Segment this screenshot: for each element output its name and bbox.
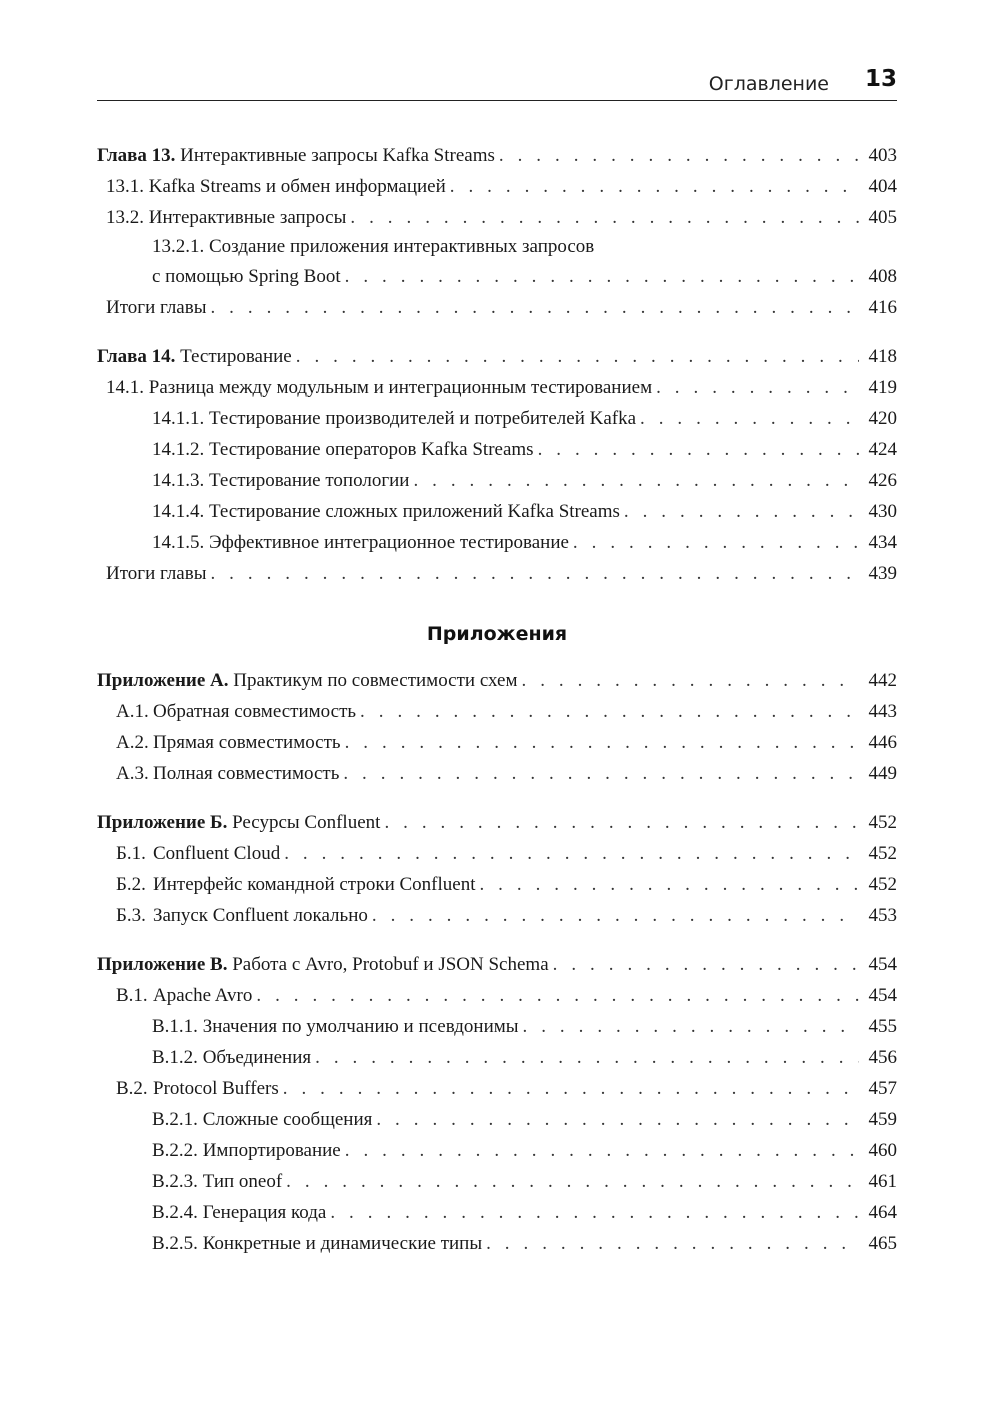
entry-number: 14.1.1. — [152, 408, 205, 429]
toc-entry-appendix-b[interactable] — [97, 807, 897, 838]
entry-page: 420 — [868, 408, 897, 429]
entry-title: Конкретные и динамические типы — [202, 1233, 483, 1254]
entry-title: Тестирование сложных приложений Kafka Streams — [209, 501, 620, 522]
entry-number: В.1.1. — [152, 1016, 198, 1037]
dot-leader — [479, 869, 859, 900]
toc-entry-c-2-3[interactable] — [97, 1166, 897, 1197]
entry-number: Б.1. — [116, 843, 146, 864]
toc-entry-c-2-4[interactable] — [97, 1197, 897, 1228]
entry-number: В.2.4. — [152, 1202, 198, 1223]
entry-title: Protocol Buffers — [153, 1078, 279, 1099]
entry-page: 452 — [868, 874, 897, 895]
entry-page: 461 — [868, 1171, 897, 1192]
entry-title: Тестирование производителей и потребителей Kafka — [209, 408, 637, 429]
entry-number: Приложение В. — [97, 954, 228, 975]
entry-page: 419 — [868, 377, 897, 398]
entry-page: 430 — [868, 501, 897, 522]
entry-page: 465 — [868, 1233, 897, 1254]
entry-number: В.2.3. — [152, 1171, 198, 1192]
toc-entry-c-2-2[interactable] — [97, 1135, 897, 1166]
entry-number: В.1. — [116, 985, 148, 1006]
dot-leader — [553, 949, 859, 980]
appendix-b-block — [97, 807, 897, 931]
dot-leader — [345, 727, 859, 758]
entry-page: 452 — [868, 812, 897, 833]
dot-leader — [330, 1197, 859, 1228]
dot-leader — [413, 465, 859, 496]
entry-number: 14.1.5. — [152, 532, 205, 553]
entry-page: 459 — [868, 1109, 897, 1130]
entry-page: 434 — [868, 532, 897, 553]
entry-title: Сложные сообщения — [202, 1109, 373, 1130]
entry-title: Confluent Cloud — [153, 843, 281, 864]
dot-leader — [343, 758, 859, 789]
toc-entry-chapter-13-summary[interactable] — [97, 292, 897, 323]
toc-entry-appendix-c[interactable] — [97, 949, 897, 980]
entry-page: 456 — [868, 1047, 897, 1068]
entry-title: Тестирование операторов Kafka Streams — [209, 439, 534, 460]
entry-number: А.3. — [116, 763, 149, 784]
toc-entry-chapter-14-summary[interactable] — [97, 558, 897, 589]
dot-leader — [640, 403, 859, 434]
entry-title: Итоги главы — [106, 563, 207, 584]
dot-leader — [286, 1166, 859, 1197]
appendix-a-block — [97, 665, 897, 789]
entry-page: 455 — [868, 1016, 897, 1037]
entry-number: Б.2. — [116, 874, 146, 895]
dot-leader — [372, 900, 859, 931]
entry-page: 442 — [868, 670, 897, 691]
entry-page: 418 — [868, 346, 897, 367]
entry-page: 464 — [868, 1202, 897, 1223]
toc-entry-c-1[interactable] — [97, 980, 897, 1011]
toc-entry-c-1-1[interactable] — [97, 1011, 897, 1042]
dot-leader — [360, 696, 859, 727]
entry-number: А.2. — [116, 732, 149, 753]
entry-number: В.2.5. — [152, 1233, 198, 1254]
entry-title-continuation: с помощью Spring Boot — [152, 266, 341, 287]
dot-leader — [283, 1073, 859, 1104]
page-header — [97, 68, 897, 101]
table-of-contents — [97, 140, 897, 1277]
dot-leader — [523, 1011, 859, 1042]
dot-leader — [450, 171, 859, 202]
dot-leader — [486, 1228, 859, 1259]
chapter-14-block — [97, 341, 897, 589]
entry-title: Kafka Streams и обмен информацией — [148, 176, 446, 197]
entry-page: 408 — [868, 266, 897, 287]
entry-title: Импортирование — [202, 1140, 341, 1161]
entry-title: Прямая совместимость — [153, 732, 341, 753]
entry-number: А.1. — [116, 701, 149, 722]
entry-number: Приложение Б. — [97, 812, 228, 833]
entry-page: 446 — [868, 732, 897, 753]
dot-leader — [384, 807, 859, 838]
dot-leader — [210, 292, 859, 323]
dot-leader — [522, 665, 860, 696]
dot-leader — [284, 838, 859, 869]
toc-entry-c-2-5[interactable] — [97, 1228, 897, 1259]
entry-title: Итоги главы — [106, 297, 207, 318]
dot-leader — [345, 261, 859, 292]
entry-first-line — [152, 233, 897, 261]
entry-title: Значения по умолчанию и псевдонимы — [202, 1016, 519, 1037]
entry-page: 439 — [868, 563, 897, 584]
entry-page: 453 — [868, 905, 897, 926]
entry-number: В.1.2. — [152, 1047, 198, 1068]
entry-title: Интерфейс командной строки Confluent — [153, 874, 476, 895]
entry-page: 460 — [868, 1140, 897, 1161]
appendices-heading: Приложения — [426, 623, 568, 645]
entry-title: Практикум по совместимости схем — [233, 670, 518, 691]
toc-entry-14-1-1[interactable] — [97, 403, 897, 434]
entry-title: Ресурсы Confluent — [232, 812, 381, 833]
entry-number: 13.2. — [106, 207, 144, 228]
entry-page: 454 — [868, 954, 897, 975]
toc-entry-13-2[interactable] — [97, 202, 897, 233]
entry-number: В.2.2. — [152, 1140, 198, 1161]
toc-entry-a-1[interactable] — [97, 696, 897, 727]
entry-number: В.2. — [116, 1078, 148, 1099]
entry-title: Объединения — [202, 1047, 312, 1068]
dot-leader — [210, 558, 859, 589]
entry-page: 424 — [868, 439, 897, 460]
dot-leader — [656, 372, 859, 403]
entry-number: 13.2.1. — [152, 236, 205, 257]
entry-page: 426 — [868, 470, 897, 491]
entry-title: Полная совместимость — [153, 763, 340, 784]
toc-entry-chapter-13[interactable] — [97, 140, 897, 171]
entry-title: Эффективное интеграционное тестирование — [209, 532, 569, 553]
dot-leader — [350, 202, 859, 233]
entry-title: Тестирование топологии — [209, 470, 410, 491]
entry-page: 403 — [868, 145, 897, 166]
entry-number: В.2.1. — [152, 1109, 198, 1130]
entry-number: 13.1. — [106, 176, 144, 197]
entry-title: Тестирование — [180, 346, 292, 367]
dot-leader — [499, 140, 859, 171]
running-title: Оглавление — [708, 73, 829, 95]
dot-leader — [296, 341, 859, 372]
entry-number: Глава 14. — [97, 346, 176, 367]
entry-title: Запуск Confluent локально — [153, 905, 368, 926]
toc-entry-13-1[interactable] — [97, 171, 897, 202]
entry-title: Интерактивные запросы — [148, 207, 347, 228]
dot-leader — [376, 1104, 859, 1135]
entry-title: Apache Avro — [153, 985, 253, 1006]
entry-page: 404 — [868, 176, 897, 197]
entry-number: 14.1.4. — [152, 501, 205, 522]
dot-leader — [345, 1135, 859, 1166]
chapter-13-block — [97, 140, 897, 323]
entry-number: 14.1. — [106, 377, 144, 398]
toc-entry-b-3[interactable] — [97, 900, 897, 931]
entry-page: 454 — [868, 985, 897, 1006]
toc-entry-a-2[interactable] — [97, 727, 897, 758]
page-number: 13 — [864, 66, 897, 92]
toc-entry-a-3[interactable] — [97, 758, 897, 789]
entry-title: Работа с Avro, Protobuf и JSON Schema — [232, 954, 549, 975]
entry-title: Разница между модульным и интеграционным тестированием — [148, 377, 653, 398]
toc-entry-14-1-2[interactable] — [97, 434, 897, 465]
toc-entry-chapter-14[interactable] — [97, 341, 897, 372]
toc-entry-14-1[interactable] — [97, 372, 897, 403]
entry-number: 14.1.2. — [152, 439, 205, 460]
dot-leader — [624, 496, 859, 527]
toc-entry-13-2-1[interactable] — [97, 233, 897, 292]
entry-number: Б.3. — [116, 905, 146, 926]
entry-page: 405 — [868, 207, 897, 228]
entry-page: 452 — [868, 843, 897, 864]
toc-entry-appendix-a[interactable] — [97, 665, 897, 696]
dot-leader — [573, 527, 859, 558]
toc-entry-c-2[interactable] — [97, 1073, 897, 1104]
toc-entry-14-1-5[interactable] — [97, 527, 897, 558]
toc-entry-14-1-4[interactable] — [97, 496, 897, 527]
dot-leader — [256, 980, 859, 1011]
appendix-c-block — [97, 949, 897, 1259]
entry-page: 443 — [868, 701, 897, 722]
toc-entry-14-1-3[interactable] — [97, 465, 897, 496]
entry-page: 416 — [868, 297, 897, 318]
entry-title: Создание приложения интерактивных запросов — [209, 236, 595, 257]
toc-entry-c-1-2[interactable] — [97, 1042, 897, 1073]
entry-page: 449 — [868, 763, 897, 784]
entry-title: Тип oneof — [202, 1171, 283, 1192]
dot-leader — [538, 434, 859, 465]
entry-number: Приложение А. — [97, 670, 229, 691]
entry-page: 457 — [868, 1078, 897, 1099]
toc-entry-b-2[interactable] — [97, 869, 897, 900]
entry-title: Обратная совместимость — [153, 701, 357, 722]
entry-title: Генерация кода — [202, 1202, 327, 1223]
toc-entry-b-1[interactable] — [97, 838, 897, 869]
entry-second-line — [152, 261, 897, 292]
dot-leader — [315, 1042, 859, 1073]
entry-number: Глава 13. — [97, 145, 176, 166]
entry-title: Интерактивные запросы Kafka Streams — [180, 145, 495, 166]
toc-entry-c-2-1[interactable] — [97, 1104, 897, 1135]
entry-number: 14.1.3. — [152, 470, 205, 491]
